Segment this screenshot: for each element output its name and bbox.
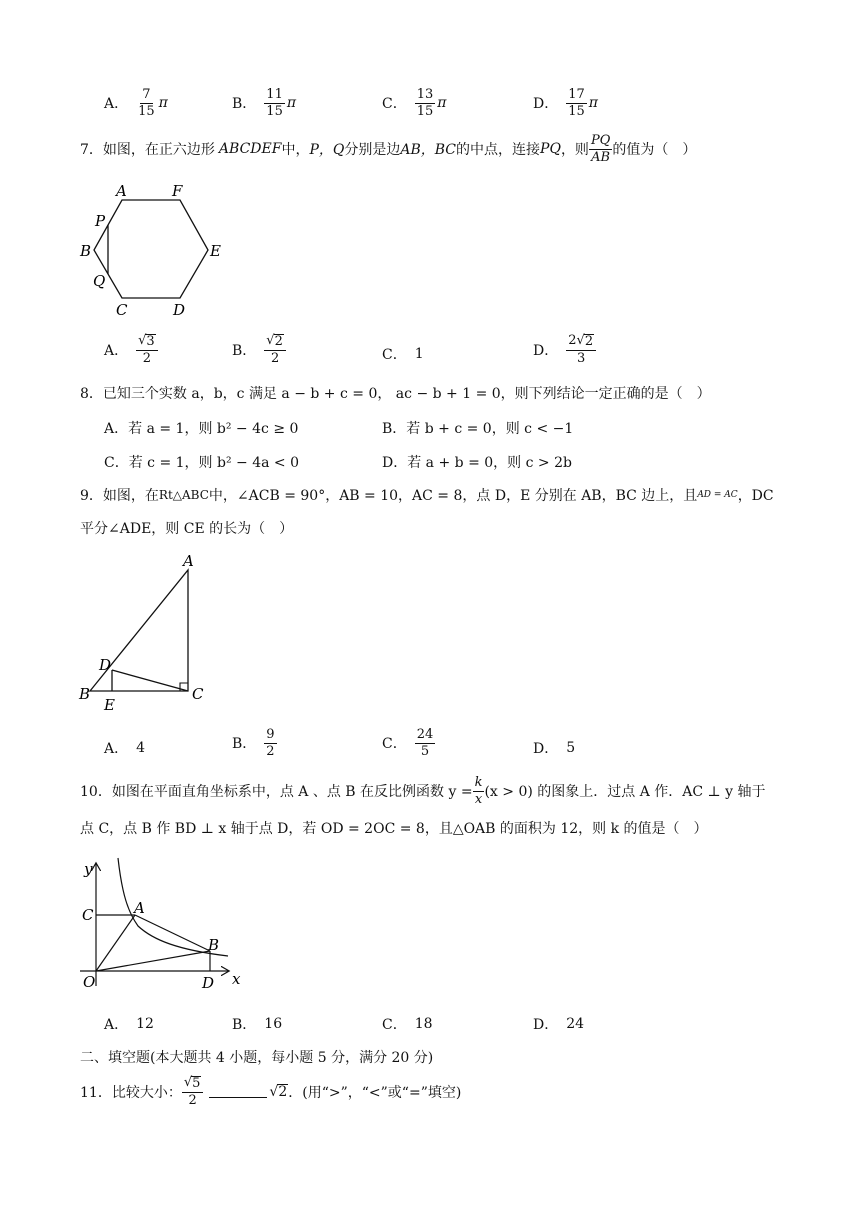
q10-function-fraction	[473, 776, 485, 806]
label-d: D	[202, 974, 215, 992]
pi-symbol: π	[437, 95, 447, 112]
fraction-denominator: 2	[188, 1093, 197, 1109]
q7-text: 分别是边	[344, 142, 401, 159]
q9-text: 中，∠ACB = 90°，AB = 10，AC = 8，点 D，E 分别在 AB，BC 边上，且	[208, 488, 698, 504]
option-letter: D．	[533, 741, 559, 757]
label-c: C	[116, 301, 128, 319]
pi-symbol: π	[588, 95, 598, 112]
label-d: D	[173, 301, 186, 319]
section-heading: 二、填空题(本大题共 4 小题，每小题 5 分，满分 20 分)	[80, 1050, 434, 1066]
q9-option-c	[382, 728, 435, 758]
fraction-denominator: 15	[138, 103, 155, 119]
fraction-denominator: 3	[577, 351, 586, 367]
fraction-numerator: 13	[416, 87, 434, 102]
fraction	[182, 1076, 204, 1108]
q7-text: 中，	[281, 142, 310, 159]
fraction	[136, 334, 158, 366]
q8-option-a	[104, 418, 298, 438]
q9-triangle: Rt△ABC	[158, 488, 209, 502]
label-e: E	[104, 696, 115, 714]
option-value: 16	[264, 1016, 283, 1032]
triangle-figure	[76, 552, 216, 714]
fraction	[415, 88, 436, 118]
label-a: A	[134, 899, 145, 917]
label-c: C	[192, 685, 204, 703]
fraction-denominator: 2	[266, 743, 275, 759]
option-letter: A．	[104, 1017, 129, 1033]
q6-option-c	[382, 88, 446, 118]
option-letter: C．	[382, 1017, 407, 1033]
fraction-numerator: 17	[568, 87, 585, 102]
q9-text: ，DC	[737, 488, 774, 504]
fraction	[264, 334, 286, 366]
q7-option-c	[382, 344, 424, 364]
hexagon-outline	[94, 200, 208, 298]
q7-sides: AB，BC	[400, 142, 457, 159]
label-b: B	[80, 242, 92, 260]
fraction-numerator: √ 3	[136, 334, 158, 351]
fraction-numerator: 9	[266, 727, 275, 742]
fraction-denominator: 15	[266, 103, 283, 119]
label-a: A	[183, 552, 194, 570]
q7-text: ，则	[560, 142, 589, 159]
option-letter: C．	[382, 96, 407, 113]
option-text: 若 b + c = 0，则 c < −1	[406, 421, 574, 437]
fraction	[415, 728, 436, 758]
label-b: B	[79, 685, 91, 703]
option-letter: A．	[104, 342, 129, 359]
q7-points: P，Q	[309, 142, 345, 159]
q10-option-c	[382, 1014, 433, 1034]
q7-hexagon-name: ABCDEF	[218, 141, 282, 158]
label-f: F	[172, 182, 183, 200]
label-d: D	[99, 656, 112, 674]
fraction-numerator: √ 2	[264, 334, 286, 351]
fraction-numerator: 24	[416, 727, 434, 742]
fraction-denominator: x	[474, 791, 483, 807]
option-letter: C．	[382, 736, 407, 753]
q10-text: (x > 0) 的图象上．过点 A 作．AC ⊥ y 轴于	[484, 784, 766, 801]
option-value: 12	[136, 1016, 154, 1032]
q6-option-a	[104, 88, 168, 118]
fraction-denominator: 2	[270, 351, 280, 367]
q9-stem-line1	[80, 485, 774, 505]
label-q: Q	[93, 272, 106, 290]
radicand: 3	[146, 334, 155, 349]
coefficient: 2	[568, 333, 577, 348]
fraction-numerator: 11	[266, 87, 283, 102]
q10-option-d	[533, 1014, 584, 1034]
q9-option-a	[104, 738, 145, 758]
q9-stem-line2: 平分∠ADE，则 CE 的长为（ ）	[80, 521, 294, 537]
fraction-denominator: 5	[420, 743, 430, 759]
option-letter: D．	[382, 455, 408, 471]
q6-option-d	[533, 88, 598, 118]
option-letter: B．	[232, 342, 257, 359]
q10-text: 10．如图在平面直角坐标系中，点 A 、点 B 在反比例函数 y =	[80, 784, 473, 801]
option-letter: A．	[104, 741, 129, 757]
option-text: 若 c = 1，则 b² − 4a < 0	[128, 455, 299, 471]
pi-symbol: π	[286, 95, 297, 112]
radicand: 5	[192, 1076, 201, 1091]
q8-option-c	[104, 452, 299, 472]
fraction-numerator: 7	[142, 87, 151, 102]
option-letter: C．	[382, 347, 407, 363]
label-a: A	[116, 182, 127, 200]
option-text: 若 a = 1，则 b² − 4c ≥ 0	[128, 421, 299, 437]
q11-stem	[80, 1076, 461, 1108]
radicand: 2	[274, 334, 283, 349]
label-b: B	[208, 936, 220, 954]
fraction	[264, 88, 285, 118]
option-letter: B．	[232, 96, 257, 113]
option-value: 24	[566, 1016, 585, 1032]
label-x: x	[232, 970, 241, 988]
q7-text: 的值为（ ）	[612, 142, 697, 159]
q10-option-b	[232, 1014, 282, 1034]
fraction	[264, 728, 276, 758]
q10-stem-line2: 点 C，点 B 作 BD ⊥ x 轴于点 D，若 OD = 2OC = 8，且△OAB 的面积为 12，则 k 的值是（ ）	[80, 821, 708, 837]
q7-option-b	[232, 334, 286, 366]
sqrt-expression: √ 2	[269, 1083, 288, 1100]
option-letter: A．	[104, 96, 129, 113]
q11-text: 11．比较大小：	[80, 1084, 182, 1101]
option-letter: B．	[232, 1017, 257, 1033]
option-letter: C．	[104, 455, 129, 471]
q9-option-d	[533, 738, 575, 758]
segment-dc	[112, 670, 188, 691]
label-c: C	[82, 906, 94, 924]
fraction-numerator: k	[474, 775, 483, 790]
fraction-denominator: 15	[416, 103, 434, 119]
radicand: 2	[278, 1083, 288, 1100]
fraction-numerator: √ 5	[182, 1076, 204, 1093]
q8-stem: 8．已知三个实数 a，b，c 满足 a − b + c = 0， ac − b + 1 = 0，则下列结论一定正确的是（ ）	[80, 386, 711, 402]
q9-condition: AD = AC	[697, 490, 738, 500]
fraction	[136, 88, 157, 118]
option-letter: D．	[533, 342, 559, 359]
q8-option-d	[382, 452, 572, 472]
coordinate-figure	[78, 854, 253, 992]
option-letter: B．	[232, 736, 257, 753]
label-o: O	[83, 973, 96, 991]
fraction-denominator: 2	[142, 351, 152, 367]
q7-option-d	[533, 334, 596, 366]
q9-option-b	[232, 728, 277, 758]
q11-text: ．(用“>”，“<”或“=”填空)	[288, 1084, 462, 1101]
hexagon-figure	[76, 180, 236, 322]
fraction	[566, 334, 596, 366]
radicand: 2	[584, 334, 594, 349]
q7-segment: PQ	[540, 141, 561, 158]
option-value: 1	[414, 346, 424, 362]
option-letter: B．	[382, 421, 407, 437]
q7-option-a	[104, 334, 158, 366]
q7-text: 的中点，连接	[456, 142, 541, 159]
q6-option-b	[232, 88, 296, 118]
option-value: 4	[136, 740, 146, 756]
q7-ratio-fraction	[589, 134, 612, 164]
fraction-numerator: 2√ 2	[566, 334, 596, 351]
fraction-denominator: AB	[591, 149, 611, 165]
fraction	[566, 88, 587, 118]
label-y: y	[84, 860, 93, 878]
fraction-denominator: 15	[568, 103, 585, 119]
pi-symbol: π	[158, 95, 168, 112]
fraction-numerator: PQ	[590, 133, 611, 148]
q7-text: 7．如图，在正六边形	[80, 142, 215, 159]
option-value: 5	[566, 740, 576, 756]
q8-option-b	[382, 418, 573, 438]
q10-option-a	[104, 1014, 154, 1034]
option-letter: D．	[533, 1017, 559, 1033]
segment-oa	[96, 915, 135, 971]
option-letter: D．	[533, 96, 559, 113]
q9-text: 9．如图，在	[80, 488, 159, 504]
label-e: E	[210, 242, 221, 260]
option-value: 18	[414, 1016, 433, 1032]
option-letter: A．	[104, 421, 129, 437]
option-text: 若 a + b = 0，则 c > 2b	[407, 455, 572, 471]
q7-stem	[80, 134, 696, 164]
segment-ob	[96, 951, 210, 971]
label-p: P	[95, 212, 106, 230]
answer-blank[interactable]	[209, 1085, 267, 1098]
q10-stem-line1	[80, 776, 766, 806]
